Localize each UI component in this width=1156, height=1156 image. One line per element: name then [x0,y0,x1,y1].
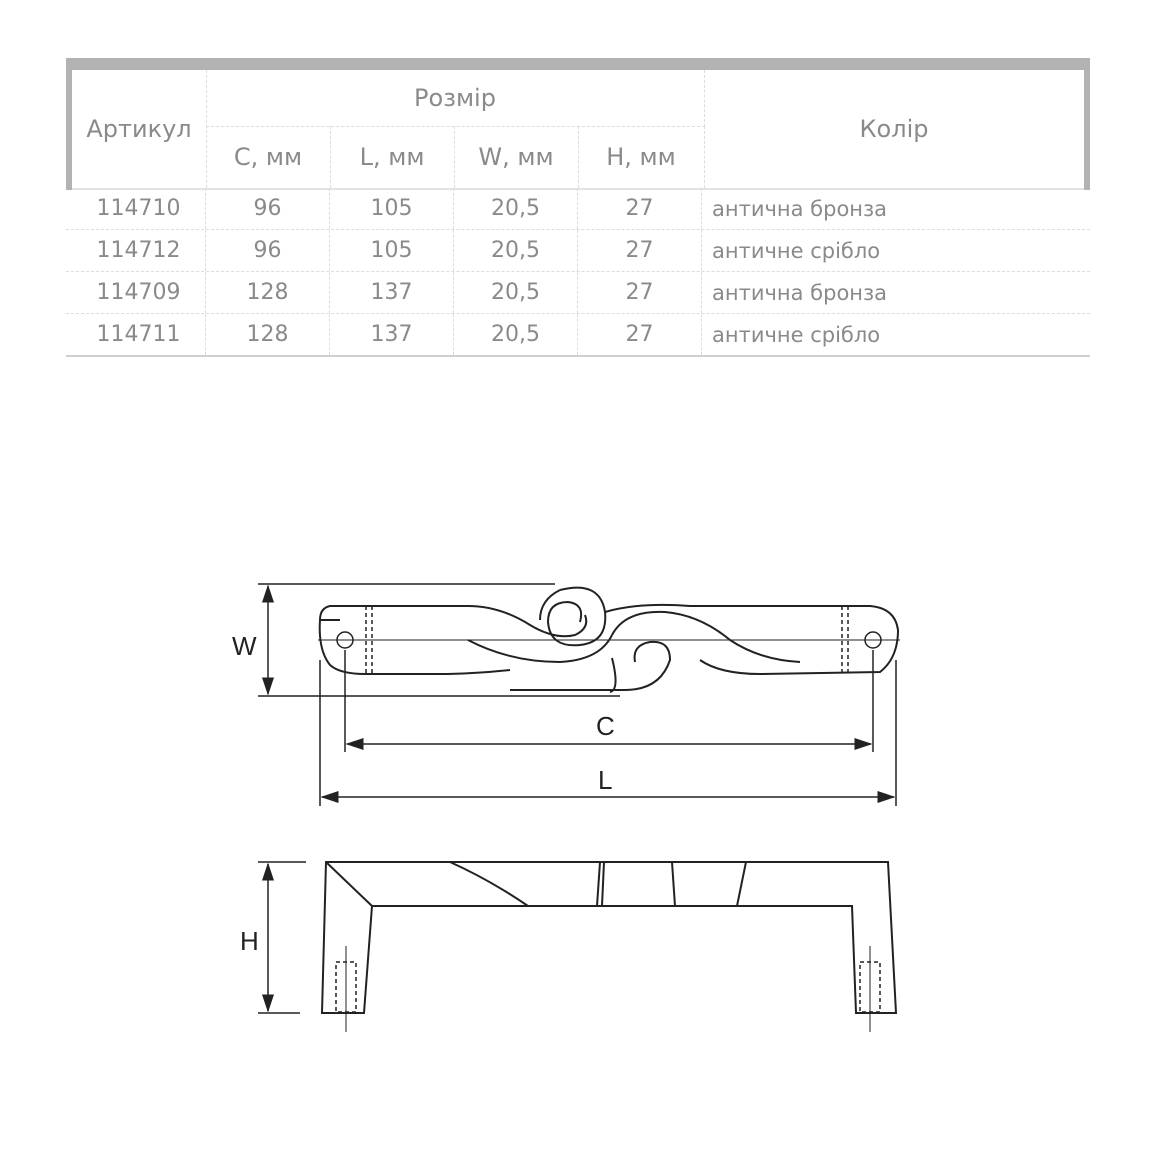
cell-l: 105 [330,230,454,271]
cell-article: 114712 [72,230,206,271]
cell-l: 137 [330,314,454,355]
table-row [66,230,1090,272]
cell-h: 27 [578,314,702,355]
cell-c: 96 [206,188,330,229]
cell-c: 128 [206,272,330,313]
handle-top-view [318,588,900,692]
cell-w: 20,5 [454,314,578,355]
cell-color: антична бронза [712,280,888,305]
table-body [66,188,1090,357]
label-c: C [596,711,615,741]
header-h: H, мм [578,126,705,188]
header-c: C, мм [206,126,331,188]
table-row [66,188,1090,230]
cell-h: 27 [578,188,702,229]
table-header [72,70,1084,190]
cell-color: античне срібло [712,238,881,263]
dimension-h [258,862,306,1013]
table-row [66,272,1090,314]
handle-side-view [322,862,896,1032]
header-size: Розмір [206,70,705,127]
header-l: L, мм [330,126,455,188]
cell-w: 20,5 [454,230,578,271]
label-w: W [232,631,257,661]
cell-article: 114709 [72,272,206,313]
cell-w: 20,5 [454,188,578,229]
cell-h: 27 [578,272,702,313]
label-h: H [240,926,259,956]
cell-h: 27 [578,230,702,271]
cell-c: 128 [206,314,330,355]
cell-color: античне срібло [712,322,881,347]
cell-color: антична бронза [712,196,888,221]
cell-c: 96 [206,230,330,271]
cell-w: 20,5 [454,272,578,313]
header-article: Артикул [72,70,207,188]
cell-l: 105 [330,188,454,229]
spec-table [66,58,1090,190]
cell-article: 114710 [72,188,206,229]
cell-article: 114711 [72,314,206,355]
header-w: W, мм [454,126,579,188]
header-color: Колір [859,115,929,143]
table-row [66,314,1090,357]
cell-l: 137 [330,272,454,313]
technical-drawing [0,560,1156,1040]
label-l: L [598,765,613,795]
